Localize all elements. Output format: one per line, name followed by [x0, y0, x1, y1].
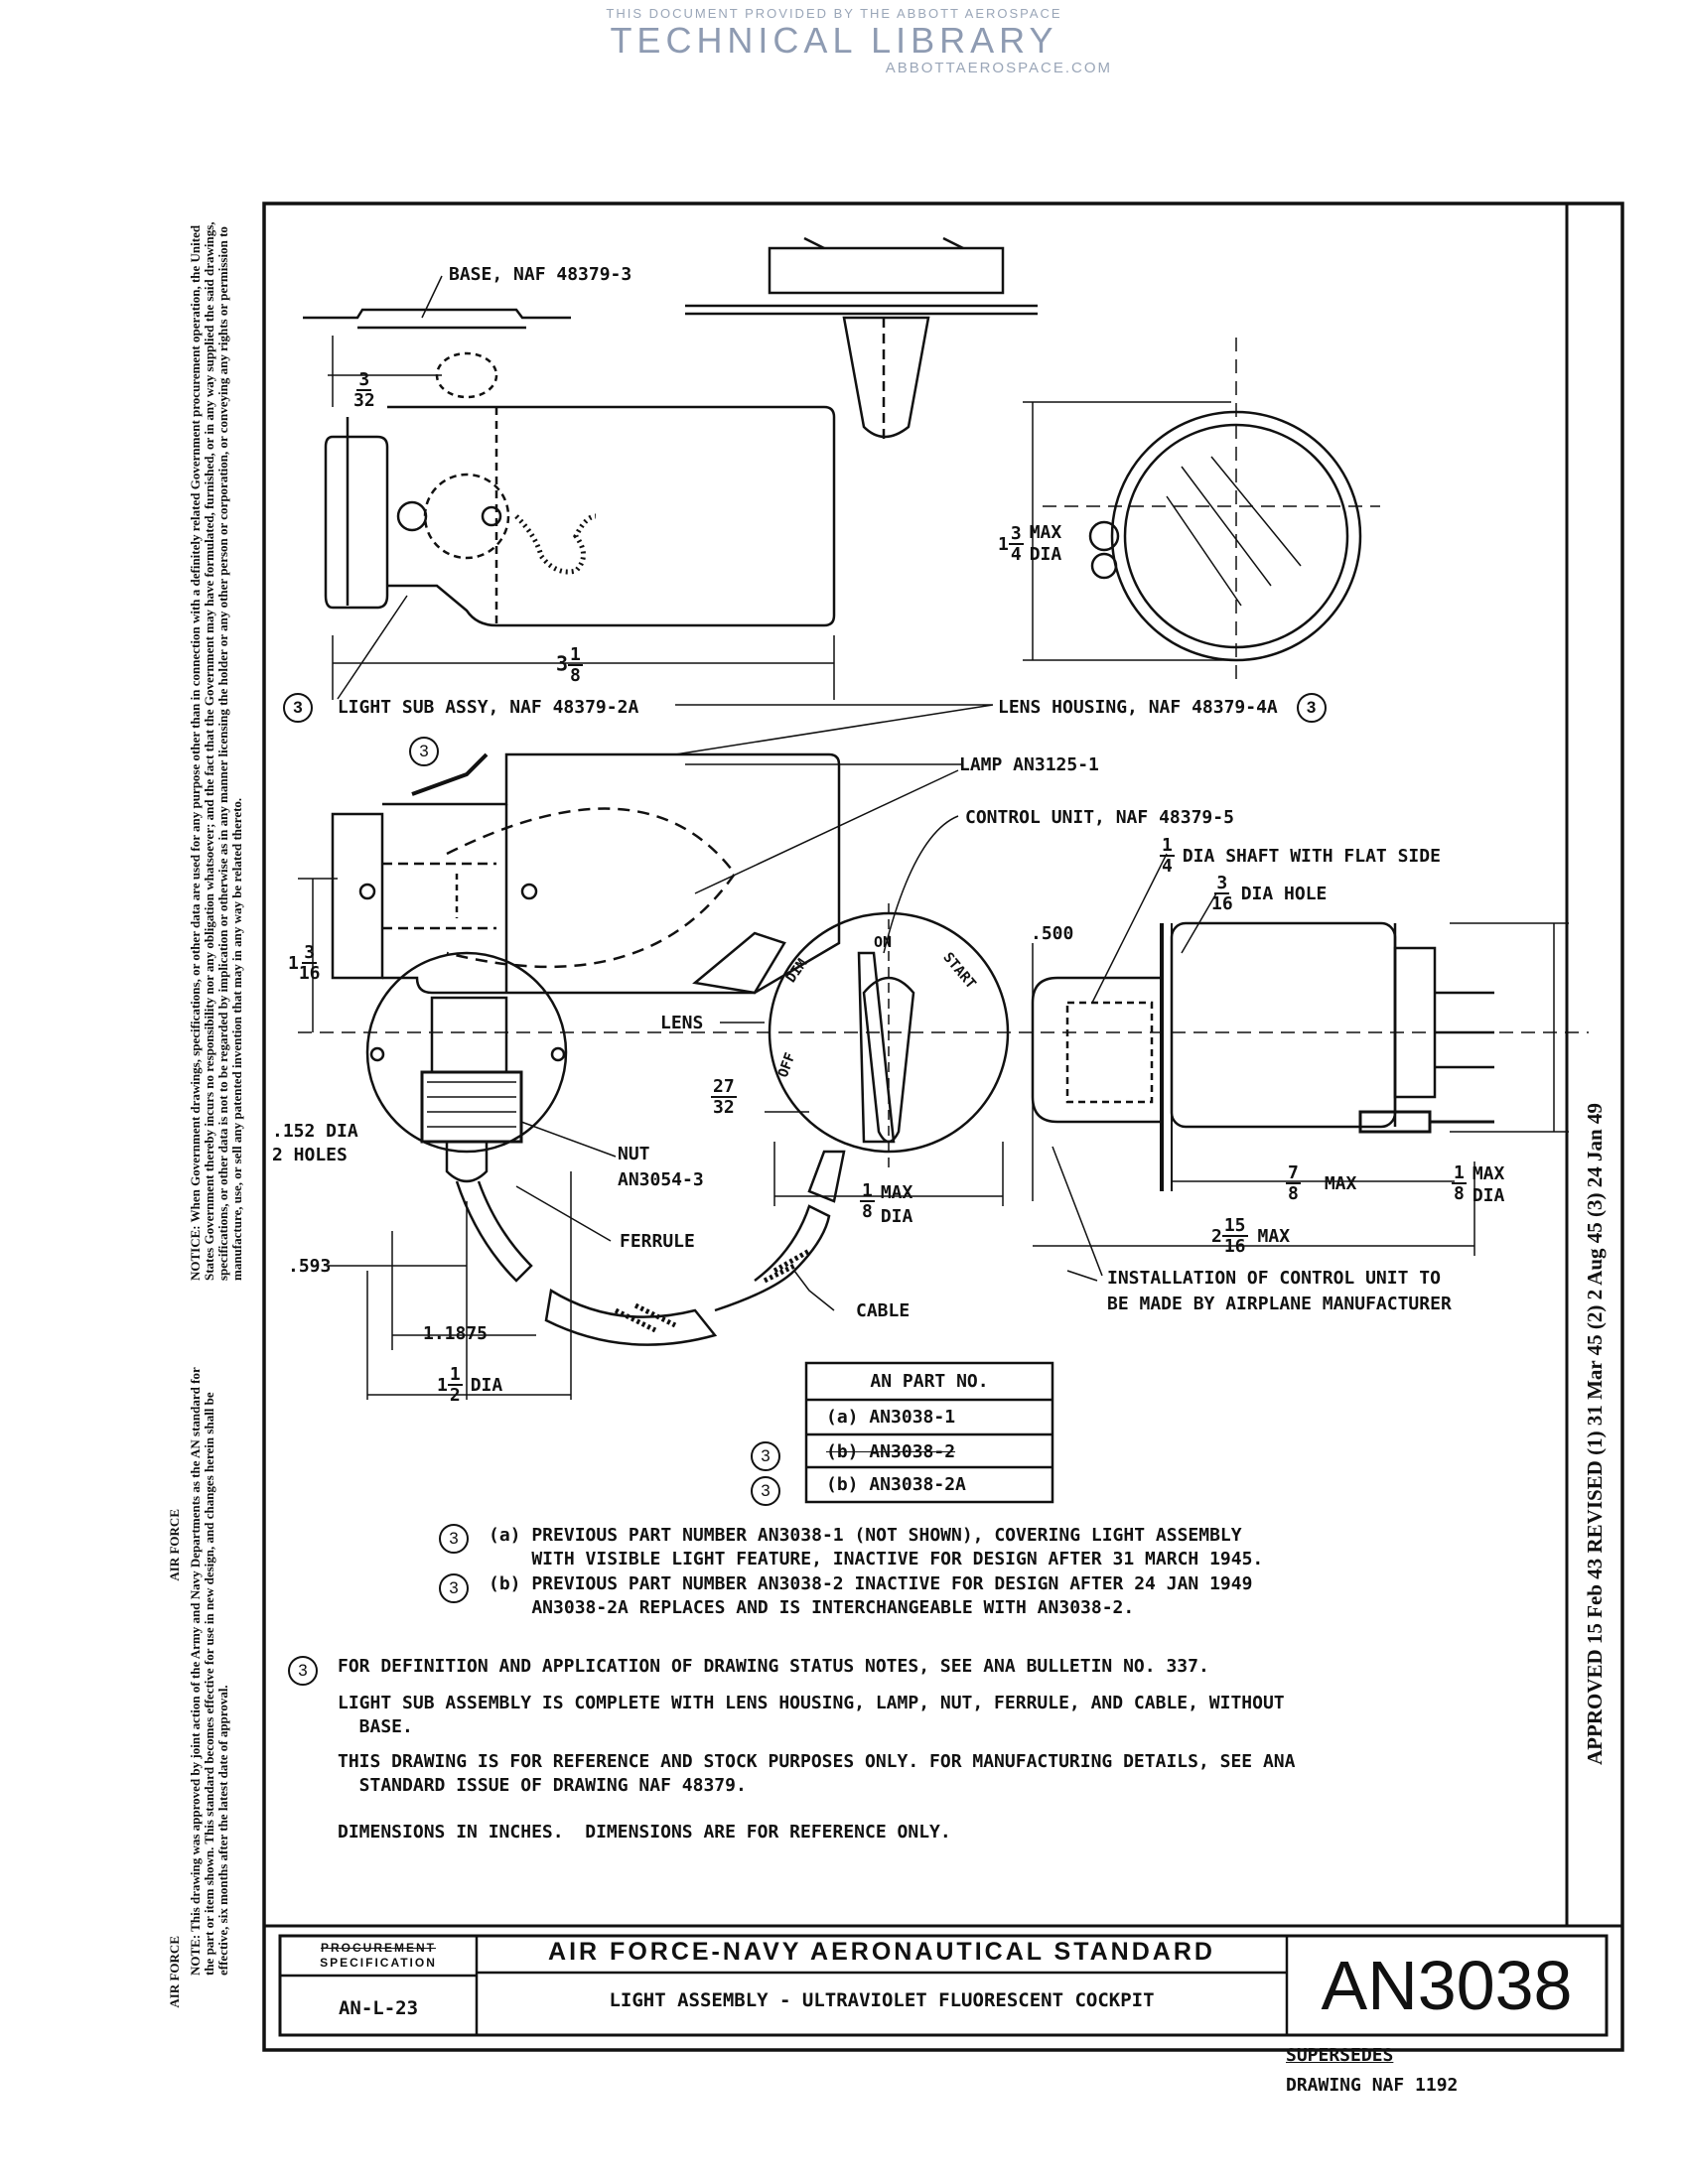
installation-note	[1107, 1266, 1452, 1317]
frac-num: 1	[449, 1364, 461, 1385]
max-dia-label: MAX DIA	[1029, 522, 1062, 565]
watermark-line-1: THIS DOCUMENT PROVIDED BY THE ABBOTT AEROSPACE	[606, 6, 1062, 21]
dim-593: .593	[288, 1256, 332, 1277]
frac-num: 27	[713, 1076, 735, 1097]
frac-den: 32	[713, 1097, 735, 1118]
holes-dim	[272, 1120, 358, 1167]
frac	[1211, 874, 1233, 913]
control-unit-callout: CONTROL UNIT, NAF 48379-5	[965, 807, 1234, 828]
holes-dim-line-1: .152 DIA	[272, 1121, 358, 1142]
frac	[1009, 524, 1024, 564]
frac-den: 4	[1162, 856, 1173, 877]
procurement-label	[280, 1941, 477, 1971]
cu-length-dim	[1286, 1163, 1356, 1203]
frac-num: 3	[358, 369, 370, 390]
max-dia-label: MAX DIA	[880, 1182, 913, 1227]
dim-3-1-8	[556, 645, 583, 685]
dim-1-3-16	[288, 943, 321, 983]
frac	[1222, 1216, 1248, 1256]
revision-mark-3: 3	[1297, 693, 1327, 723]
notice-text	[189, 218, 278, 1281]
dim-27-32	[711, 1077, 737, 1117]
lamp-callout: LAMP AN3125-1	[959, 754, 1099, 775]
dial-off-label: OFF	[774, 1050, 799, 1080]
installation-note-line-1: INSTALLATION OF CONTROL UNIT TO	[1107, 1268, 1441, 1289]
dial-on-label: ON	[874, 933, 893, 951]
revision-mark-3: 3	[288, 1656, 318, 1686]
frac-den: 2	[449, 1385, 461, 1406]
lens-housing-callout	[998, 693, 1327, 723]
frac-num: 3	[304, 942, 316, 963]
revision-mark-3: 3	[409, 737, 439, 766]
watermark-url: ABBOTTAEROSPACE.COM	[885, 60, 1112, 76]
frac	[299, 943, 321, 983]
frac-num: 7	[1288, 1162, 1299, 1183]
dial-start-label: START	[939, 949, 979, 993]
max-label: MAX	[1257, 1225, 1291, 1247]
shaft-callout	[1160, 836, 1441, 876]
frac	[860, 1181, 875, 1221]
frac-den: 4	[1010, 544, 1022, 565]
frac	[448, 1365, 463, 1405]
watermark-title: TECHNICAL LIBRARY	[610, 20, 1058, 61]
frac-whole: 1	[437, 1374, 448, 1396]
installation-note-line-2: BE MADE BY AIRPLANE MANUFACTURER	[1107, 1294, 1452, 1314]
max-label: MAX	[1324, 1172, 1357, 1194]
supersedes-label: SUPERSEDES	[1286, 2045, 1394, 2066]
frac-den: 8	[1288, 1183, 1299, 1204]
drawing-title: LIGHT ASSEMBLY - ULTRAVIOLET FLUORESCENT COCKPIT	[609, 1989, 1155, 2011]
frac	[1286, 1163, 1301, 1203]
frac-den: 32	[353, 390, 375, 411]
lens-housing-label: LENS HOUSING, NAF 48379-4A	[998, 697, 1278, 718]
frac-num: 3	[1010, 523, 1022, 544]
holes-dim-line-2: 2 HOLES	[272, 1145, 348, 1165]
revision-mark-3: 3	[283, 693, 313, 723]
part-table-row-struck: (b) AN3038-2	[826, 1441, 956, 1462]
drawing-number: AN3038	[1321, 1947, 1573, 2024]
frac-num: 15	[1223, 1215, 1246, 1236]
frac	[568, 645, 583, 685]
revision-mark-3: 3	[439, 1524, 469, 1554]
procurement-line-2: SPECIFICATION	[320, 1956, 437, 1970]
standard-title: AIR FORCE-NAVY AERONAUTICAL STANDARD	[548, 1938, 1215, 1966]
nut-label: NUT	[618, 1144, 650, 1164]
frac-den: 8	[862, 1201, 873, 1222]
max-dia-callout	[998, 522, 1089, 566]
revision-strip: APPROVED 15 Feb 43 REVISED (1) 31 Mar 45 (2) 2 Aug 45 (3) 24 Jan 49	[1583, 1103, 1607, 1766]
air-force-stamp-1: AIR FORCE	[167, 1509, 182, 1581]
frac-whole: 2	[1211, 1225, 1222, 1247]
dia-hole-callout	[1211, 874, 1327, 913]
dial-dia-dim	[860, 1181, 940, 1229]
frac-num: 1	[862, 1180, 873, 1201]
note-reference: THIS DRAWING IS FOR REFERENCE AND STOCK PURPOSES ONLY. FOR MANUFACTURING DETAILS, SEE ANA STANDARD ISSUE OF DRAWING NAF 48379.	[338, 1751, 1296, 1796]
spec-number: AN-L-23	[338, 1997, 419, 2019]
max-dia-label: MAX DIA	[1472, 1163, 1505, 1206]
note-b: (b) PREVIOUS PART NUMBER AN3038-2 INACTIVE FOR DESIGN AFTER 24 JAN 1949 AN3038-2A REPLACES AND IS INTERCHANGEABLE WITH AN3038-2.	[489, 1573, 1253, 1618]
cu-overall-dim	[1211, 1216, 1290, 1256]
procurement-line-1: PROCUREMENT	[320, 1941, 436, 1955]
notice-text-content: NOTICE: When Government drawings, specifications, or other data are used for any purpose other than in connection with a definitely related Government procurement operation, the United States Government thereby incurs no responsibility nor any obligation whatsoever; and the fact that the Government may have formulated, furnished, or in any way supplied the said drawings, specifications, or other data is not to be regarded by implication or otherwise as in any manner licensing the holder or any other person or corporation, or conveying any rights or permission to manufacture, use, or sell any patented invention that may in any way be related thereto.	[188, 221, 244, 1281]
dia-hole-label: DIA HOLE	[1240, 883, 1328, 904]
frac-num: 3	[1216, 873, 1228, 893]
note-a: (a) PREVIOUS PART NUMBER AN3038-1 (NOT SHOWN), COVERING LIGHT ASSEMBLY WITH VISIBLE LIGHT FEATURE, INACTIVE FOR DESIGN AFTER 31 MARCH 1945.	[489, 1525, 1264, 1570]
part-table-row: (b) AN3038-2A	[826, 1474, 966, 1495]
light-sub-assy-callout	[283, 693, 638, 723]
note-c: FOR DEFINITION AND APPLICATION OF DRAWING STATUS NOTES, SEE ANA BULLETIN NO. 337.	[338, 1656, 1209, 1677]
frac-den: 16	[298, 963, 321, 984]
frac-whole: 1	[998, 533, 1009, 555]
revision-mark-3: 3	[751, 1476, 780, 1506]
frac	[1160, 836, 1175, 876]
cable-callout: CABLE	[856, 1300, 911, 1321]
frac	[1452, 1163, 1467, 1203]
air-force-stamp-2: AIR FORCE	[167, 1936, 182, 2008]
note-sub-assembly: LIGHT SUB ASSEMBLY IS COMPLETE WITH LENS HOUSING, LAMP, NUT, FERRULE, AND CABLE, WITHOUT BASE.	[338, 1693, 1285, 1737]
dim-1-1-2-dia	[437, 1365, 502, 1405]
shaft-label: DIA SHAFT WITH FLAT SIDE	[1182, 845, 1441, 867]
approval-note-content: NOTE: This drawing was approved by joint action of the Army and Navy Departments as the AN standard for the part or item shown. This standard becomes effective for use in new design, and changes herein shall be effective, six months after the latest date of approval.	[188, 1367, 230, 1976]
frac-den: 16	[1211, 893, 1233, 914]
frac-num: 1	[1454, 1162, 1465, 1183]
part-table-header: AN PART NO.	[870, 1371, 989, 1392]
light-sub-assy-label: LIGHT SUB ASSY, NAF 48379-2A	[337, 697, 639, 718]
frac-num: 1	[1162, 835, 1173, 856]
note-dimensions: DIMENSIONS IN INCHES. DIMENSIONS ARE FOR REFERENCE ONLY.	[338, 1822, 951, 1843]
cu-dia-dim	[1452, 1163, 1532, 1207]
base-callout: BASE, NAF 48379-3	[449, 264, 632, 285]
frac-den: 8	[1454, 1183, 1465, 1204]
part-table-row: (a) AN3038-1	[826, 1407, 956, 1428]
frac-den: 8	[570, 665, 581, 686]
frac-whole: 1	[288, 952, 299, 974]
nut-callout	[618, 1142, 704, 1193]
dim-3-32	[353, 370, 375, 410]
revision-mark-3: 3	[751, 1441, 780, 1471]
nut-part: AN3054-3	[618, 1169, 704, 1190]
frac-whole: 3	[556, 651, 569, 676]
ferrule-callout: FERRULE	[620, 1231, 695, 1252]
supersedes-drawing: DRAWING NAF 1192	[1286, 2075, 1459, 2096]
dim-500: .500	[1031, 923, 1074, 944]
frac-num: 1	[570, 644, 581, 665]
lens-callout: LENS	[660, 1013, 704, 1033]
approval-note-text	[189, 1350, 278, 1976]
dial-dim-label: DIM	[782, 956, 811, 986]
dim-1-1875: 1.1875	[423, 1323, 489, 1344]
dia-label: DIA	[470, 1374, 503, 1396]
frac-den: 16	[1223, 1236, 1246, 1257]
revision-mark-3: 3	[439, 1573, 469, 1603]
